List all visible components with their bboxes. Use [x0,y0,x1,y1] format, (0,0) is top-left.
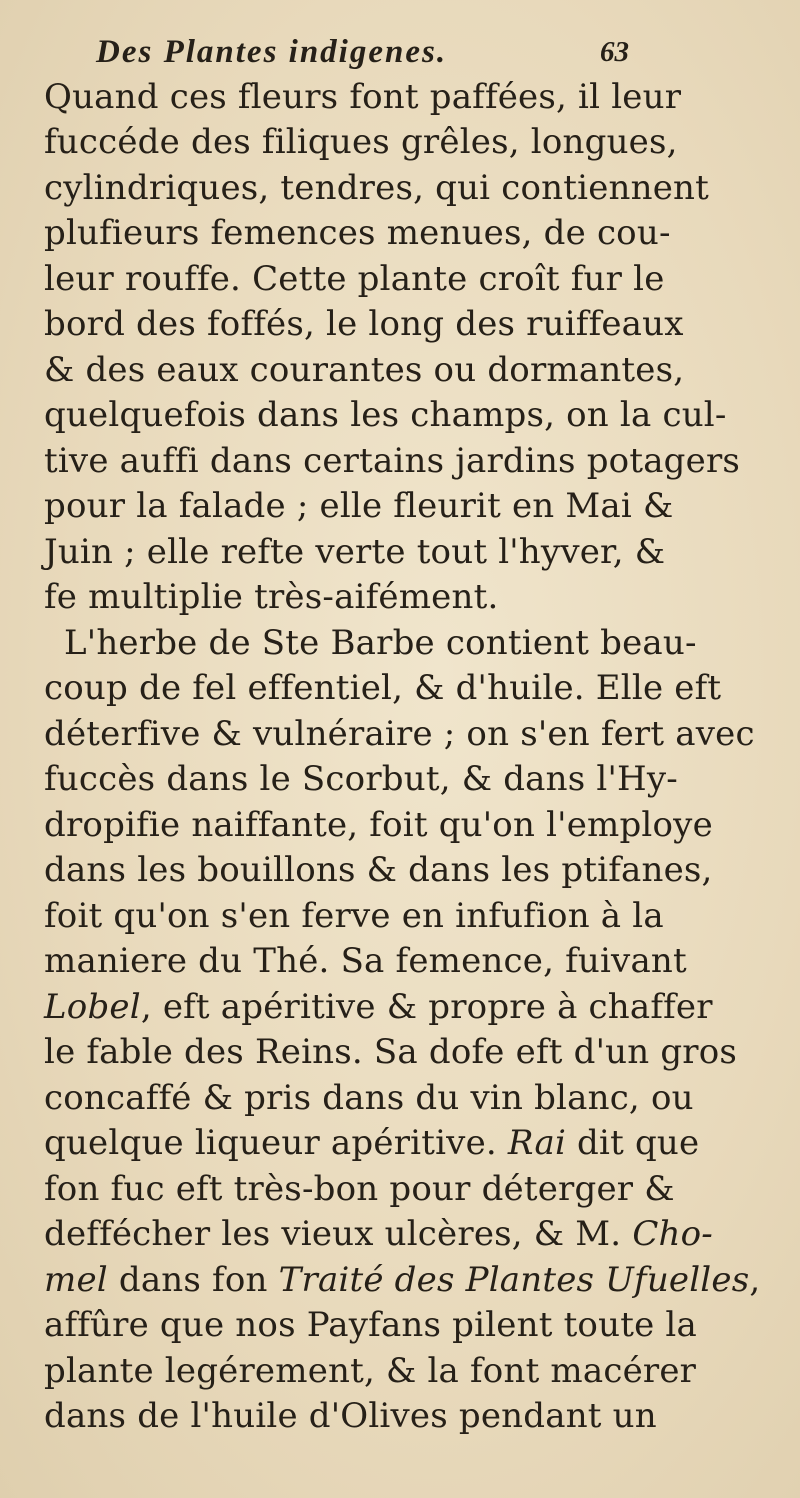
text-line: plante legérement, & la font macérer [44,1351,697,1391]
text-line: tive auffi dans certains jardins potagers [44,441,741,481]
running-head [96,34,656,74]
text-line: le fable des Reins. Sa dofe eft d'un gros [44,1032,738,1072]
text-line: & des eaux courantes ou dormantes, [44,350,685,390]
text-line: cylindriques, tendres, qui contiennent [44,168,710,208]
text-line: fe multiplie très-aifément. [44,577,499,617]
cited-author: Rai [507,1123,567,1163]
text-line: bord des foffés, le long des ruiffeaux [44,304,684,344]
text-line: quelquefois dans les champs, on la cul- [44,395,727,435]
paragraph-first-line: L'herbe de Ste Barbe contient beau- [64,623,697,663]
running-title: Des Plantes indigenes. [96,34,448,70]
text-line: quelque liqueur apéritive. Rai dit que [44,1123,700,1163]
text-line: plufieurs femences menues, de cou- [44,213,671,253]
cited-work-title: Traité des Plantes Ufuelles [278,1260,750,1300]
text-line: fon fuc eft très-bon pour déterger & [44,1169,675,1209]
text-line: concaffé & pris dans du vin blanc, ou [44,1078,694,1118]
text-line: coup de fel effentiel, & d'huile. Elle eft [44,668,722,708]
text-line: deffécher les vieux ulcères, & M. Cho- [44,1214,713,1254]
text-line: fuccès dans le Scorbut, & dans l'Hy- [44,759,678,799]
text-line: Lobel, eft apéritive & propre à chaffer [44,987,713,1027]
page-number: 63 [600,36,629,68]
text-line: Quand ces fleurs font paffées, il leur [44,77,682,117]
text-line: fuccéde des filiques grêles, longues, [44,122,678,162]
cited-author: Cho- [632,1214,713,1254]
cited-author: Lobel [44,987,141,1027]
text-line: dans les bouillons & dans les ptifanes, [44,850,713,890]
text-line: déterfive & vulnéraire ; on s'en fert avec [44,714,755,754]
text-line: dropifie naiffante, foit qu'on l'employe [44,805,713,845]
text-line: Juin ; elle refte verte tout l'hyver, & [44,532,666,572]
text-line: foit qu'on s'en ferve en infufion à la [44,896,664,936]
text-line: maniere du Thé. Sa femence, fuivant [44,941,687,981]
text-line: leur rouffe. Cette plante croît fur le [44,259,665,299]
text-line: affûre que nos Payfans pilent toute la [44,1305,697,1345]
text-line: dans de l'huile d'Olives pendant un [44,1396,657,1436]
cited-author: mel [44,1260,108,1300]
text-line: mel dans fon Traité des Plantes Ufuelles, [44,1260,761,1300]
text-line: pour la falade ; elle fleurit en Mai & [44,486,674,526]
